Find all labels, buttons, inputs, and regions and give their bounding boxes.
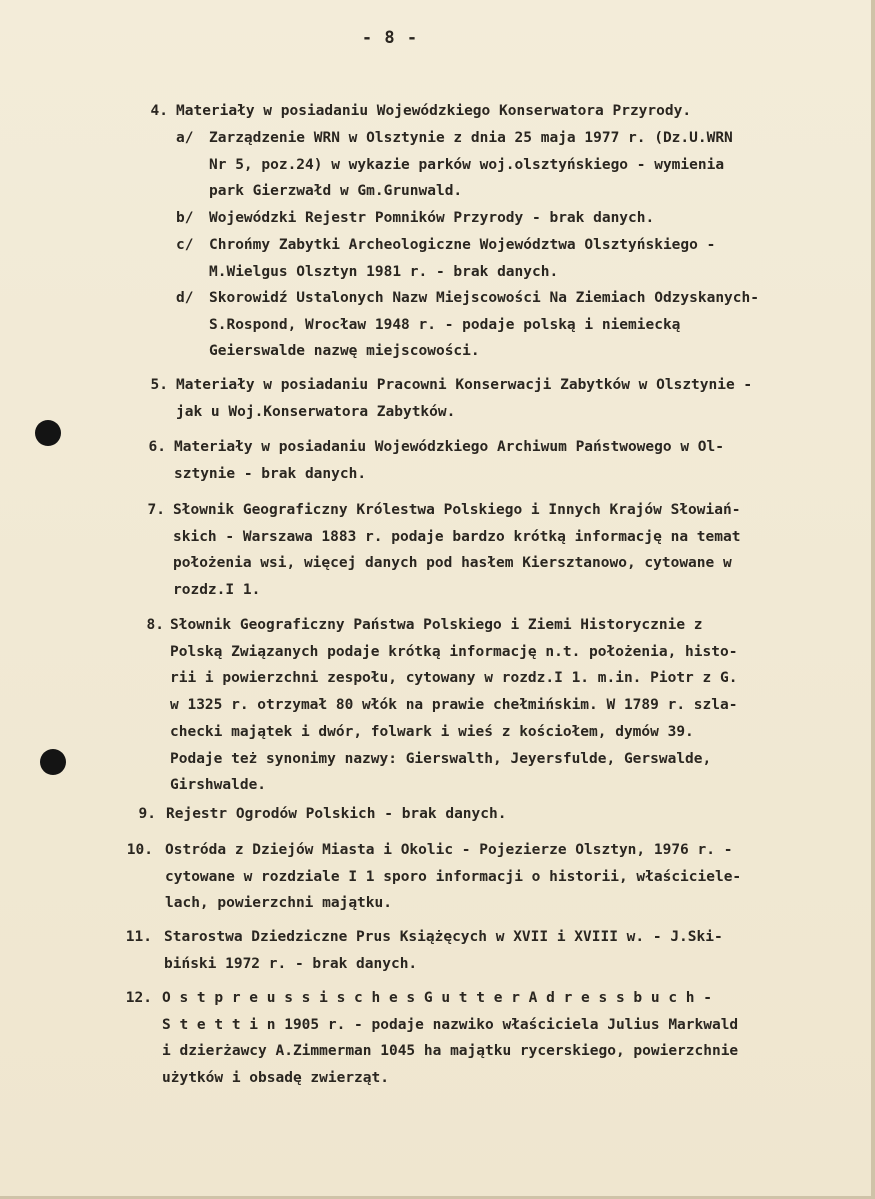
sub-item-letter: c/ — [176, 237, 194, 253]
sub-item-letter: a/ — [176, 130, 194, 146]
item-text-line: i dzierżawcy A.Zimmerman 1045 ha majątku rycerskiego, powierzchnie — [162, 1043, 739, 1060]
sub-item-text-line: M.Wielgus Olsztyn 1981 r. - brak danych. — [209, 263, 559, 280]
item-text-line: biński 1972 r. - brak danych. — [164, 955, 418, 972]
item-text-line: skich - Warszawa 1883 r. podaje bardzo krótką informację na temat — [173, 528, 741, 545]
sub-item-text-line: park Gierzwałd w Gm.Grunwald. — [209, 183, 463, 200]
sub-item-text-line: Wojewódzki Rejestr Pomników Przyrody - brak danych. — [209, 210, 655, 226]
punch-hole — [40, 749, 66, 775]
item-number: 8. — [146, 617, 164, 633]
item-text-line: Girshwalde. — [170, 777, 267, 794]
item-number: 5. — [150, 377, 168, 393]
item-text-line: jak u Woj.Konserwatora Zabytków. — [176, 403, 456, 420]
page-number: - 8 - — [361, 28, 419, 48]
item-number: 11. — [125, 929, 152, 945]
item-text-line: O s t p r e u s s i s c h e s G u t t e r A d r e s s b u c h - — [162, 990, 712, 1006]
item-text-line: Polską Związanych podaje krótką informację n.t. położenia, histo- — [170, 643, 738, 660]
item-text-line: Materiały w posiadaniu Wojewódzkiego Archiwum Państwowego w Ol- — [174, 439, 724, 455]
item-text-line: Materiały w posiadaniu Pracowni Konserwacji Zabytków w Olsztynie - — [176, 377, 753, 393]
page-edge-right — [871, 0, 875, 1199]
sub-item-text-line: Geierswalde nazwę miejscowości. — [209, 343, 480, 360]
item-text-line: Ostróda z Dziejów Miasta i Okolic - Pojezierze Olsztyn, 1976 r. - — [165, 842, 733, 858]
item-text-line: Starostwa Dziedziczne Prus Książęcych w XVII i XVIII w. - J.Ski- — [164, 929, 723, 945]
item-text-line: checki majątek i dwór, folwark i wieś z kościołem, dymów 39. — [170, 723, 694, 740]
item-number: 6. — [148, 439, 166, 455]
item-number: 4. — [150, 103, 168, 119]
item-text-line: sztynie - brak danych. — [174, 465, 367, 482]
item-text-line: Podaje też synonimy nazwy: Gierswalth, Jeyersfulde, Gerswalde, — [170, 750, 712, 767]
sub-item-text-line: Zarządzenie WRN w Olsztynie z dnia 25 maja 1977 r. (Dz.U.WRN — [209, 130, 733, 146]
item-text-line: w 1325 r. otrzymał 80 włók na prawie chełmińskim. W 1789 r. szla- — [170, 697, 738, 714]
item-text-line: lach, powierzchni majątku. — [165, 895, 392, 912]
item-text-line: Rejestr Ogrodów Polskich - brak danych. — [166, 806, 507, 822]
item-text-line: rii i powierzchni zespołu, cytowany w rozdz.I 1. m.in. Piotr z G. — [170, 670, 738, 687]
sub-item-text-line: Skorowidź Ustalonych Nazw Miejscowości Na Ziemiach Odzyskanych- — [209, 290, 759, 306]
item-text-line: rozdz.I 1. — [173, 582, 261, 599]
sub-item-letter: d/ — [176, 290, 194, 306]
item-number: 12. — [125, 990, 152, 1006]
item-number: 7. — [147, 502, 165, 518]
item-number: 10. — [126, 842, 153, 858]
item-text-line: położenia wsi, więcej danych pod hasłem Kiersztanowo, cytowane w — [173, 555, 732, 572]
item-number: 9. — [138, 806, 156, 822]
item-text-line: cytowane w rozdziale I 1 sporo informacji o historii, właściciele- — [165, 868, 742, 885]
item-text-line: Słownik Geograficzny Królestwa Polskiego i Innych Krajów Słowiań- — [173, 502, 741, 518]
item-text-line: użytków i obsadę zwierząt. — [162, 1070, 389, 1087]
sub-item-text-line: S.Rospond, Wrocław 1948 r. - podaje polską i niemiecką — [209, 316, 681, 333]
item-text-line: Materiały w posiadaniu Wojewódzkiego Konserwatora Przyrody. — [176, 103, 692, 119]
item-text-line: Słownik Geograficzny Państwa Polskiego i Ziemi Historycznie z — [170, 617, 703, 633]
sub-item-text-line: Nr 5, poz.24) w wykazie parków woj.olsztyńskiego - wymienia — [209, 156, 725, 173]
sub-item-text-line: Chrońmy Zabytki Archeologiczne Województwa Olsztyńskiego - — [209, 237, 716, 253]
sub-item-letter: b/ — [176, 210, 194, 226]
punch-hole — [35, 420, 61, 446]
item-text-line: S t e t t i n 1905 r. - podaje nazwiko właściciela Julius Markwald — [162, 1016, 739, 1033]
